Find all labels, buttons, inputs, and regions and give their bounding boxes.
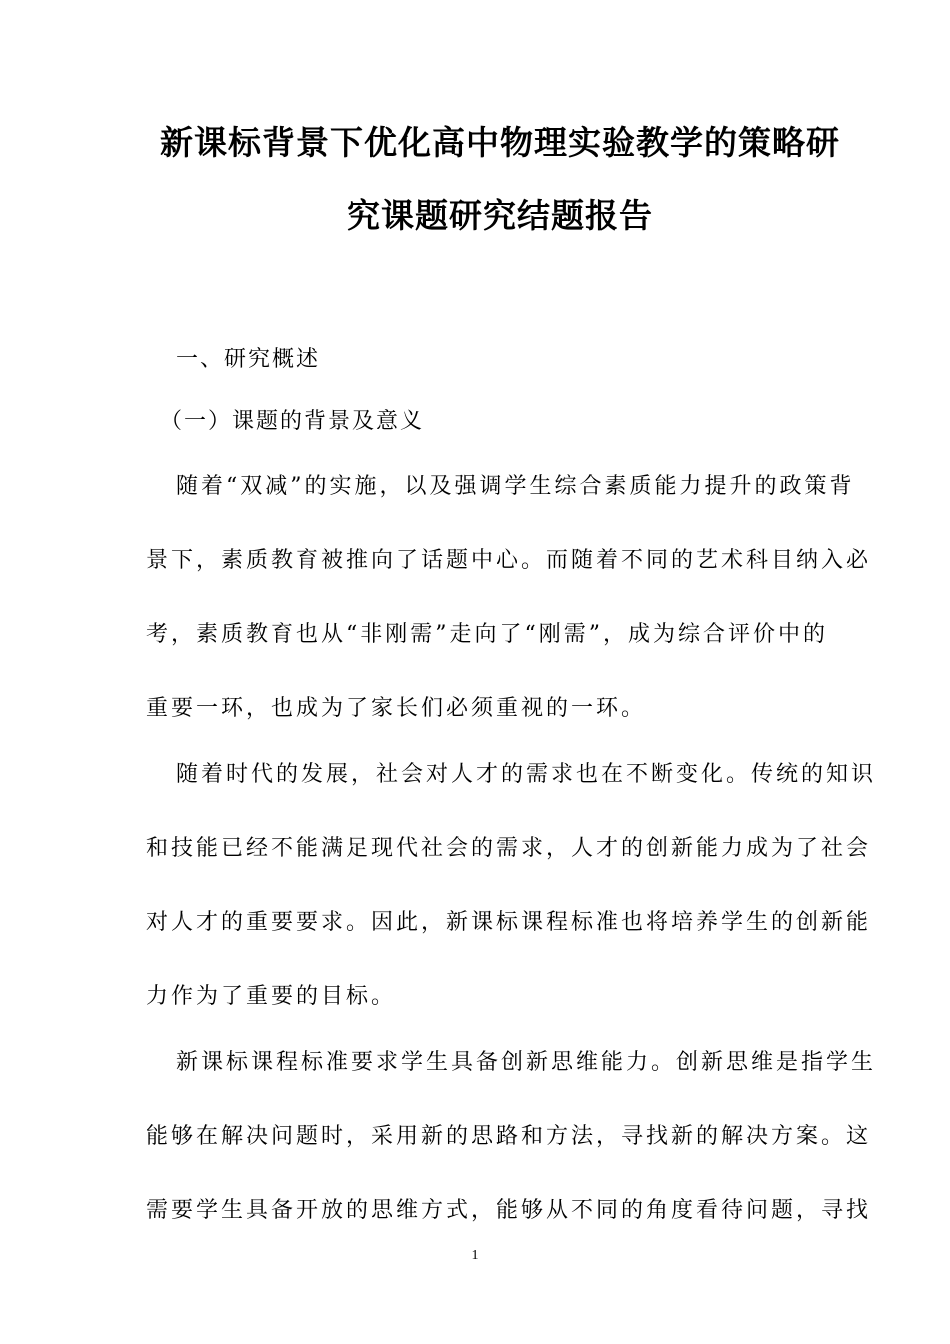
paragraph-line: 重要一环，也成为了家长们必须重视的一环。 bbox=[146, 696, 647, 721]
paragraph-line: 能够在解决问题时，采用新的思路和方法，寻找新的解决方案。这 bbox=[146, 1124, 872, 1149]
paragraph-line: 考，素质教育也从“非刚需”走向了“刚需”，成为综合评价中的 bbox=[146, 622, 828, 647]
section-heading: 一、研究概述 bbox=[176, 347, 321, 372]
paragraph-line: 新课标课程标准要求学生具备创新思维能力。创新思维是指学生 bbox=[176, 1050, 877, 1075]
paragraph-line: 景下，素质教育被推向了话题中心。而随着不同的艺术科目纳入必 bbox=[146, 548, 872, 573]
title-line-1: 新课标背景下优化高中物理实验教学的策略研 bbox=[160, 123, 840, 162]
paragraph-line: 随着时代的发展，社会对人才的需求也在不断变化。传统的知识 bbox=[176, 762, 877, 787]
paragraph-line: 需要学生具备开放的思维方式，能够从不同的角度看待问题，寻找 bbox=[146, 1198, 872, 1223]
paragraph-line: 随着“双减”的实施，以及强调学生综合素质能力提升的政策背 bbox=[176, 474, 855, 499]
title-line-2: 究课题研究结题报告 bbox=[347, 196, 653, 235]
paragraph-line: 和技能已经不能满足现代社会的需求，人才的创新能力成为了社会 bbox=[146, 836, 872, 861]
subsection-heading: （一）课题的背景及意义 bbox=[160, 409, 425, 434]
paragraph-line: 力作为了重要的目标。 bbox=[146, 984, 397, 1009]
paragraph-line: 对人才的重要要求。因此，新课标课程标准也将培养学生的创新能 bbox=[146, 910, 872, 935]
page-number: 1 bbox=[471, 1248, 479, 1263]
